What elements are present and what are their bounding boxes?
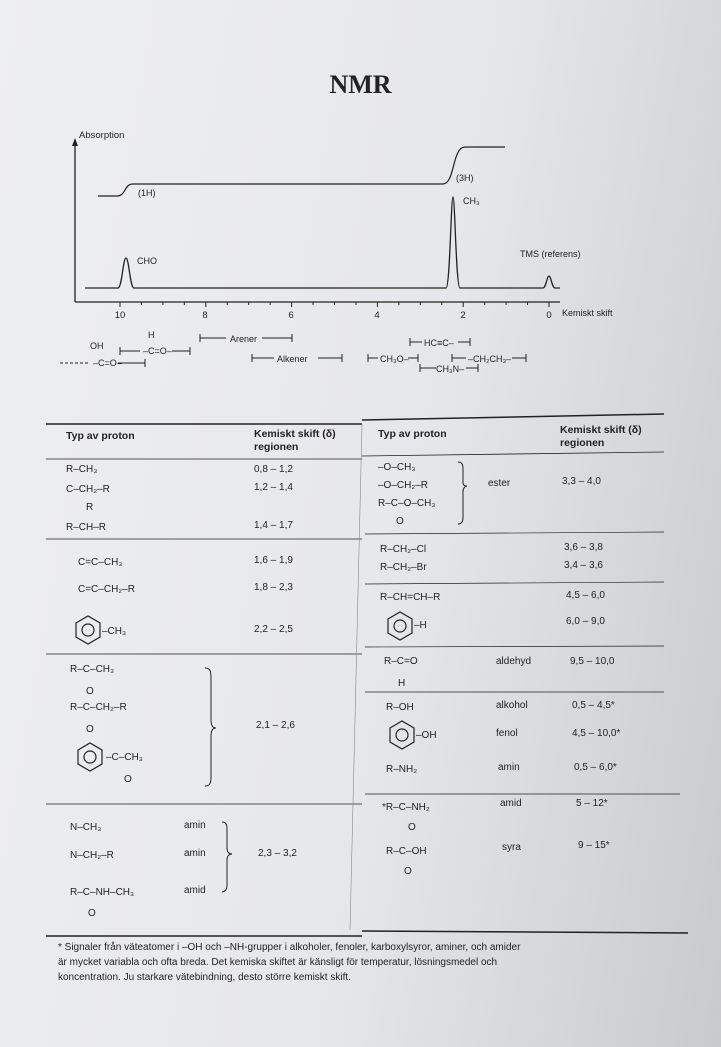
row-structure: R–C–O–CH₃: [378, 498, 436, 509]
row-structure: *R–C–NH₂: [382, 802, 430, 813]
row-shift: 5 – 12*: [576, 798, 608, 809]
range-label-arener: Arener: [230, 334, 258, 344]
row-shift: 3,6 – 3,8: [564, 542, 603, 553]
row-shift: 1,8 – 2,3: [254, 582, 293, 593]
atom-h-aldehyde: H: [148, 330, 155, 340]
x-tick-label-8: 8: [202, 310, 208, 321]
atom-o: O: [404, 866, 412, 877]
atom-o: O: [88, 908, 96, 919]
row-shift: 1,2 – 1,4: [254, 482, 293, 493]
row-shift: 0,5 – 6,0*: [574, 762, 617, 773]
x-tick-label-6: 6: [288, 310, 294, 321]
spectrum-line: [85, 197, 560, 288]
integral-label-3h: (3H): [456, 173, 474, 183]
row-kind: amid: [500, 798, 522, 809]
peak-label-ch3: CH₃: [463, 196, 480, 206]
peak-label-tms: TMS (referens): [520, 249, 581, 259]
row-structure: R–C–CH₂–R: [70, 702, 127, 713]
range-label-ch3o: CH₃O–: [380, 354, 409, 364]
x-ticks: [120, 302, 549, 307]
row-shift: 0,8 – 1,2: [254, 464, 293, 475]
row-shift: 4,5 – 10,0*: [572, 728, 621, 739]
row-structure: R–C=O: [384, 656, 418, 667]
row-structure: C=C–CH₃: [78, 557, 123, 568]
row-structure: –H: [414, 620, 427, 631]
row-kind: amin: [184, 820, 206, 831]
header-shift-right: Kemiskt skift (δ): [560, 424, 642, 436]
row-structure: –O–CH₃: [378, 462, 416, 473]
row-structure: C=C–CH₂–R: [78, 584, 135, 595]
struct-aldehyde: –C=O–: [143, 346, 172, 356]
atom-o: O: [86, 724, 94, 735]
row-kind: aldehyd: [496, 656, 532, 667]
row-structure: R–C–CH₃: [70, 664, 115, 675]
x-tick-label-0: 0: [546, 310, 552, 321]
atom-h: H: [398, 678, 406, 689]
header-shift-left: Kemiskt skift (δ): [254, 428, 336, 440]
row-structure: R–CH₂–Cl: [380, 544, 427, 555]
header-type-left: Typ av proton: [66, 430, 135, 442]
row-shift: 2,1 – 2,6: [256, 720, 295, 731]
atom-o: O: [86, 686, 94, 697]
row-structure: R–CH=CH–R: [380, 592, 441, 603]
row-structure: R–OH: [386, 702, 414, 713]
row-structure: –CH₃: [102, 626, 127, 637]
row-structure: R–C–NH–CH₃: [70, 887, 135, 898]
row-shift: 2,3 – 3,2: [258, 848, 297, 859]
x-tick-label-10: 10: [114, 310, 126, 321]
atom-r: R: [86, 502, 94, 513]
footnote: * Signaler från väteatomer i –OH och –NH-grupper i alkoholer, fenoler, karboxylsyror, aminer, och amider är mycket variabla och ofta breda. Det kemiska skiftet är känsligt för temperatur, lösningsmedel och koncentration. Ju starkare vätebindning, desto större kemiskt skift.: [58, 942, 521, 983]
atom-o: O: [396, 516, 404, 527]
header-region-right: regionen: [560, 437, 605, 449]
header-type-right: Typ av proton: [378, 428, 447, 440]
range-label-hcc: HC≡C–: [424, 338, 454, 348]
struct-acid-oh: OH: [90, 341, 104, 351]
row-kind: amid: [184, 885, 206, 896]
row-structure: N–CH₂–R: [70, 850, 114, 861]
row-kind: ester: [488, 478, 511, 489]
atom-o: O: [408, 822, 416, 833]
range-label-alkener: Alkener: [277, 354, 308, 364]
row-shift: 3,3 – 4,0: [562, 476, 601, 487]
row-kind: alkohol: [496, 700, 528, 711]
integral-label-1h: (1H): [138, 188, 156, 198]
row-shift: 9,5 – 10,0: [570, 656, 615, 667]
nmr-spectrum: [0, 0, 721, 420]
row-structure: –OH: [416, 730, 437, 741]
row-structure: C–CH₂–R: [66, 484, 110, 495]
range-label-ch3n: CH₃N–: [436, 364, 465, 374]
peak-label-cho: CHO: [137, 256, 157, 266]
row-structure: –O–CH₂–R: [378, 480, 429, 491]
row-shift: 2,2 – 2,5: [254, 624, 293, 635]
row-kind: amin: [184, 848, 206, 859]
row-structure: R–CH₃: [66, 464, 98, 475]
row-shift: 9 – 15*: [578, 840, 610, 851]
range-label-ch2ch3: –CH₂CH₃–: [468, 354, 512, 364]
atom-o: O: [124, 774, 132, 785]
row-structure: R–NH₂: [386, 764, 418, 775]
x-axis-label: Kemiskt skift: [562, 308, 613, 318]
row-shift: 4,5 – 6,0: [566, 590, 605, 601]
row-structure: –C–CH₃: [106, 752, 143, 763]
y-axis-label: Absorption: [79, 130, 125, 141]
row-structure: R–C–OH: [386, 846, 427, 857]
x-tick-label-4: 4: [374, 310, 380, 321]
page-title: NMR: [329, 70, 392, 99]
row-shift: 0,5 – 4,5*: [572, 700, 615, 711]
y-axis-arrow: [72, 138, 78, 146]
row-structure: R–CH–R: [66, 522, 107, 533]
header-region-left: regionen: [254, 441, 299, 453]
integral-curve: [98, 147, 505, 196]
row-structure: R–CH₂–Br: [380, 562, 427, 573]
x-tick-label-2: 2: [460, 310, 466, 321]
row-shift: 6,0 – 9,0: [566, 616, 605, 627]
row-shift: 1,6 – 1,9: [254, 555, 293, 566]
row-structure: N–CH₃: [70, 822, 102, 833]
row-kind: syra: [502, 842, 521, 853]
struct-acid-co: –C=O–: [93, 358, 122, 368]
row-shift: 3,4 – 3,6: [564, 560, 603, 571]
row-kind: amin: [498, 762, 520, 773]
row-kind: fenol: [496, 728, 518, 739]
row-shift: 1,4 – 1,7: [254, 520, 293, 531]
